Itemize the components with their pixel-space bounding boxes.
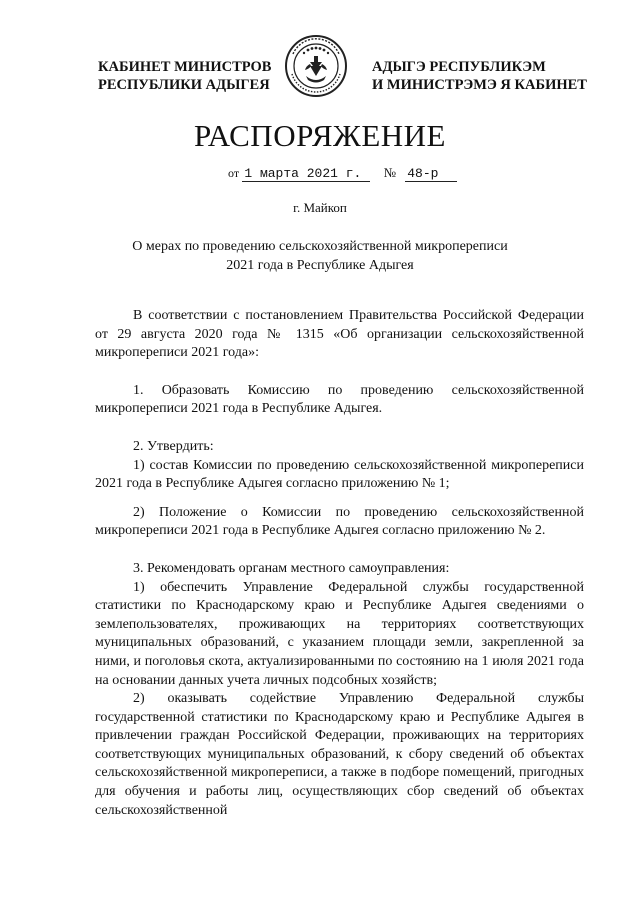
header-right-line1: АДЫГЭ РЕСПУБЛИКЭМ <box>372 59 546 75</box>
paragraph-item-1: 1. Образовать Комиссию по проведению сельскохозяйственной микропереписи 2021 года в Республике Адыгея. <box>95 382 584 417</box>
document-number: 48-р <box>405 166 457 182</box>
header-left-line2: РЕСПУБЛИКИ АДЫГЕЯ <box>98 77 270 93</box>
subject-line1: О мерах по проведению сельскохозяйственной микропереписи <box>132 239 508 254</box>
paragraph-item-3-1: 1) обеспечить Управление Федеральной службы государственной статистики по Краснодарскому краю и Республике Адыгея сведениями о землепользователях, проживающих на территориях соответствующих муниципальных образований, с указанием площади земли, закрепленной за ними, и поголовья скота, актуализированными по состоянию на 1 июля 2021 года на основании данных учета личных подсобных хозяйств; <box>95 579 584 688</box>
paragraph-preamble: В соответствии с постановлением Правительства Российской Федерации от 29 августа 2020 года № 1315 «Об организации сельскохозяйственной микропереписи 2021 года»: <box>95 308 584 361</box>
document-subject <box>0 237 640 275</box>
document-body <box>95 307 584 820</box>
number-prefix: № <box>383 165 396 180</box>
paragraph-item-2-2: 2) Положение о Комиссии по проведению сельскохозяйственной микропереписи 2021 года в Республике Адыгея согласно приложению № 2. <box>95 504 584 539</box>
paragraph-item-3-2: 2) оказывать содействие Управлению Федеральной службы государственной статистики по Краснодарскому краю и Республике Адыгея в привлечении граждан Российской Федерации, проживающих на территориях соответствующих муниципальных образований, к сбору сведений об объектах сельскохозяйственной микропереписи, а также в подборе помещений, пригодных для обучения и работы лиц, осуществляющих сбор сведений об объектах сельскохозяйственной <box>95 691 584 818</box>
header-right-line2: И МИНИСТРЭМЭ Я КАБИНЕТ <box>372 77 587 93</box>
paragraph-item-2: 2. Утвердить: <box>133 438 214 454</box>
header-right <box>372 58 587 94</box>
header-left-line1: КАБИНЕТ МИНИСТРОВ <box>98 59 272 75</box>
city: г. Майкоп <box>293 200 347 215</box>
paragraph-item-2-1: 1) состав Комиссии по проведению сельскохозяйственной микропереписи 2021 года в Республике Адыгея согласно приложению № 1; <box>95 457 584 492</box>
paragraph-item-3: 3. Рекомендовать органам местного самоуправления: <box>133 560 450 576</box>
header-left <box>98 58 271 94</box>
document-date: 1 марта 2021 г. <box>242 166 370 182</box>
date-number-line <box>228 165 457 182</box>
subject-line2: 2021 года в Республике Адыгея <box>226 258 414 273</box>
document-type-title: РАСПОРЯЖЕНИЕ <box>194 118 446 153</box>
adygea-coat-of-arms-icon <box>284 34 348 98</box>
date-prefix: от <box>228 166 240 180</box>
